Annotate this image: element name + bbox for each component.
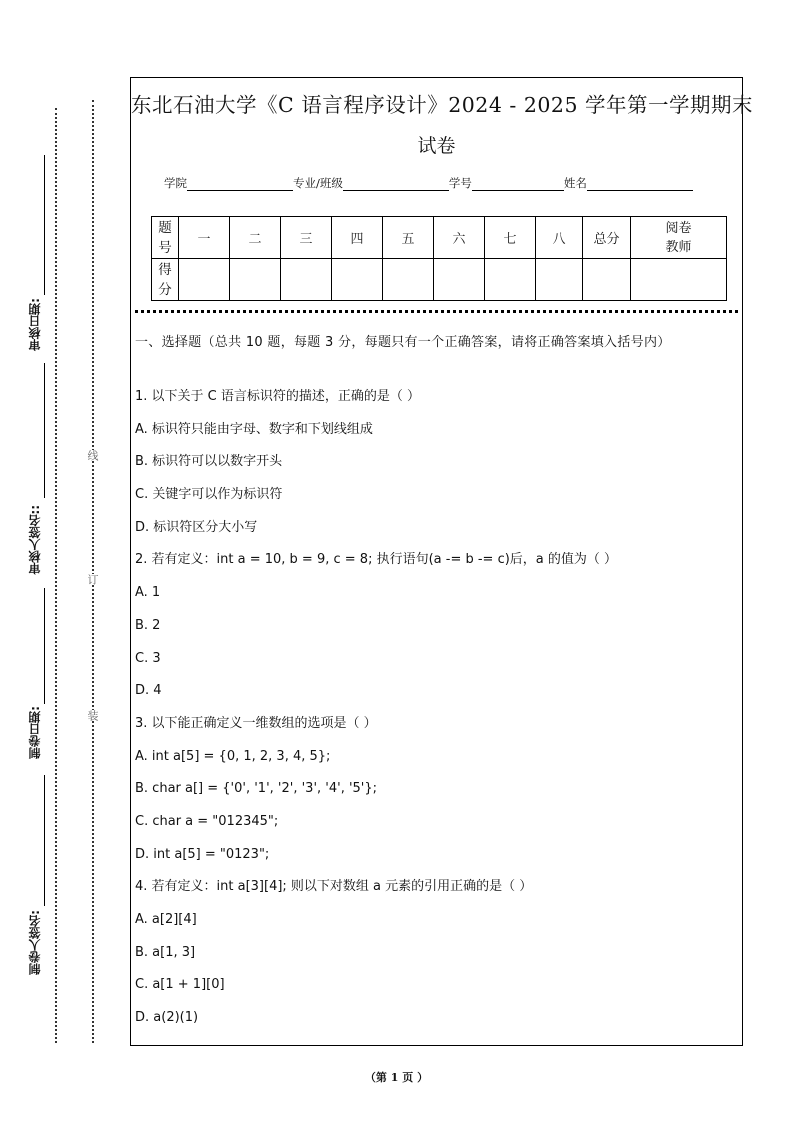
col-header-7: 七 bbox=[485, 217, 536, 259]
col-header-6: 六 bbox=[434, 217, 485, 259]
exam-title: 东北石油大学《C 语言程序设计》2024 - 2025 学年第一学期期末 bbox=[131, 93, 754, 117]
row-header-char: 号 bbox=[158, 239, 172, 256]
score-table-score-row bbox=[152, 259, 727, 301]
question-option: C. a[1 + 1][0] bbox=[135, 977, 225, 993]
col-header-2: 二 bbox=[230, 217, 281, 259]
score-cell[interactable] bbox=[281, 259, 332, 301]
question-stem: 4. 若有定义：int a[3][4]; 则以下对数组 a 元素的引用正确的是（ ） bbox=[135, 879, 533, 895]
review-date-line bbox=[44, 155, 45, 295]
exam-prep-date-label: 制卷日期: bbox=[28, 706, 42, 759]
major-class-field[interactable] bbox=[343, 178, 449, 191]
score-table bbox=[151, 216, 727, 301]
college-field[interactable] bbox=[187, 178, 293, 191]
col-header-4: 四 bbox=[332, 217, 383, 259]
reviewer-signature-label: 审核人签名:: bbox=[28, 505, 42, 575]
col-header-3: 三 bbox=[281, 217, 332, 259]
question-option: D. 标识符区分大小写 bbox=[135, 519, 258, 535]
question-option: B. char a[] = {'0', '1', '2', '3', '4', '5'}; bbox=[135, 781, 378, 797]
review-date-line-lower bbox=[44, 363, 45, 498]
row-header-char: 分 bbox=[158, 281, 172, 298]
binding-dotted-line-inner bbox=[55, 108, 57, 1043]
section-multiple-choice bbox=[135, 332, 738, 1041]
question-option: C. 关键字可以作为标识符 bbox=[135, 487, 283, 503]
exam-paper-frame bbox=[130, 77, 754, 1046]
dotted-separator bbox=[135, 310, 738, 313]
col-header-1: 一 bbox=[179, 217, 230, 259]
col-header-teacher bbox=[631, 217, 727, 259]
question-option: B. a[1, 3] bbox=[135, 944, 196, 960]
teacher-header-line: 阅卷 bbox=[665, 220, 692, 236]
question-option: B. 2 bbox=[135, 617, 161, 633]
cut-label-bind: 订 bbox=[86, 574, 99, 585]
question-option: A. 1 bbox=[135, 585, 161, 601]
major-class-label: 专业/班级 bbox=[293, 176, 343, 190]
question-number-header bbox=[152, 217, 179, 259]
exam-subtitle: 试卷 bbox=[417, 135, 456, 157]
row-header-char: 得 bbox=[158, 261, 172, 278]
score-cell[interactable] bbox=[383, 259, 434, 301]
college-label: 学院 bbox=[164, 176, 187, 190]
col-header-total: 总分 bbox=[583, 217, 631, 259]
score-cell[interactable] bbox=[536, 259, 583, 301]
question-option: C. 3 bbox=[135, 650, 161, 666]
student-id-field[interactable] bbox=[472, 178, 564, 191]
score-table-header-row bbox=[152, 217, 727, 259]
page-number: （第 1 页 ） bbox=[364, 1071, 429, 1084]
cut-label-seal: 装 bbox=[86, 710, 99, 721]
exam-prep-signature-label: 制卷人签名: bbox=[28, 910, 42, 975]
reviewer-signature-line bbox=[44, 588, 45, 704]
binding-dotted-line-outer bbox=[92, 100, 94, 1043]
question-option: D. int a[5] = "0123"; bbox=[135, 846, 270, 862]
name-label: 姓名 bbox=[563, 176, 587, 190]
exam-prep-date-line bbox=[44, 775, 45, 906]
teacher-header-line: 教师 bbox=[665, 239, 692, 255]
score-cell-total[interactable] bbox=[583, 259, 631, 301]
question-stem: 1. 以下关于 C 语言标识符的描述，正确的是（ ） bbox=[135, 389, 421, 404]
question-stem: 2. 若有定义：int a = 10, b = 9, c = 8; 执行语句(a -= b -= c)后，a 的值为（ ） bbox=[135, 552, 618, 568]
question-option: A. a[2][4] bbox=[135, 912, 197, 927]
section-heading: 一、选择题（总共 10 题，每题 3 分，每题只有一个正确答案，请将正确答案填入括号内） bbox=[135, 335, 671, 350]
cut-label-line: 线 bbox=[86, 450, 99, 461]
score-cell[interactable] bbox=[332, 259, 383, 301]
score-cell-teacher[interactable] bbox=[631, 259, 727, 301]
score-cell[interactable] bbox=[434, 259, 485, 301]
question-stem: 3. 以下能正确定义一维数组的选项是（ ） bbox=[135, 715, 377, 731]
question-option: A. 标识符只能由字母、数字和下划线组成 bbox=[135, 421, 373, 437]
col-header-8: 八 bbox=[536, 217, 583, 259]
student-info-row bbox=[164, 175, 693, 191]
question-option: D. a(2)(1) bbox=[135, 1010, 199, 1026]
question-option: A. int a[5] = {0, 1, 2, 3, 4, 5}; bbox=[135, 748, 331, 764]
score-row-header bbox=[152, 259, 179, 301]
review-date-label: 审核日期: bbox=[28, 298, 42, 351]
col-header-5: 五 bbox=[383, 217, 434, 259]
score-cell[interactable] bbox=[230, 259, 281, 301]
name-field[interactable] bbox=[587, 178, 693, 191]
question-option: B. 标识符可以以数字开头 bbox=[135, 454, 283, 470]
question-option: C. char a = "012345"; bbox=[135, 813, 279, 829]
binding-margin bbox=[0, 0, 130, 1122]
question-option: D. 4 bbox=[135, 683, 162, 699]
row-header-char: 题 bbox=[158, 219, 172, 236]
score-cell[interactable] bbox=[179, 259, 230, 301]
student-id-label: 学号 bbox=[448, 176, 472, 190]
score-cell[interactable] bbox=[485, 259, 536, 301]
